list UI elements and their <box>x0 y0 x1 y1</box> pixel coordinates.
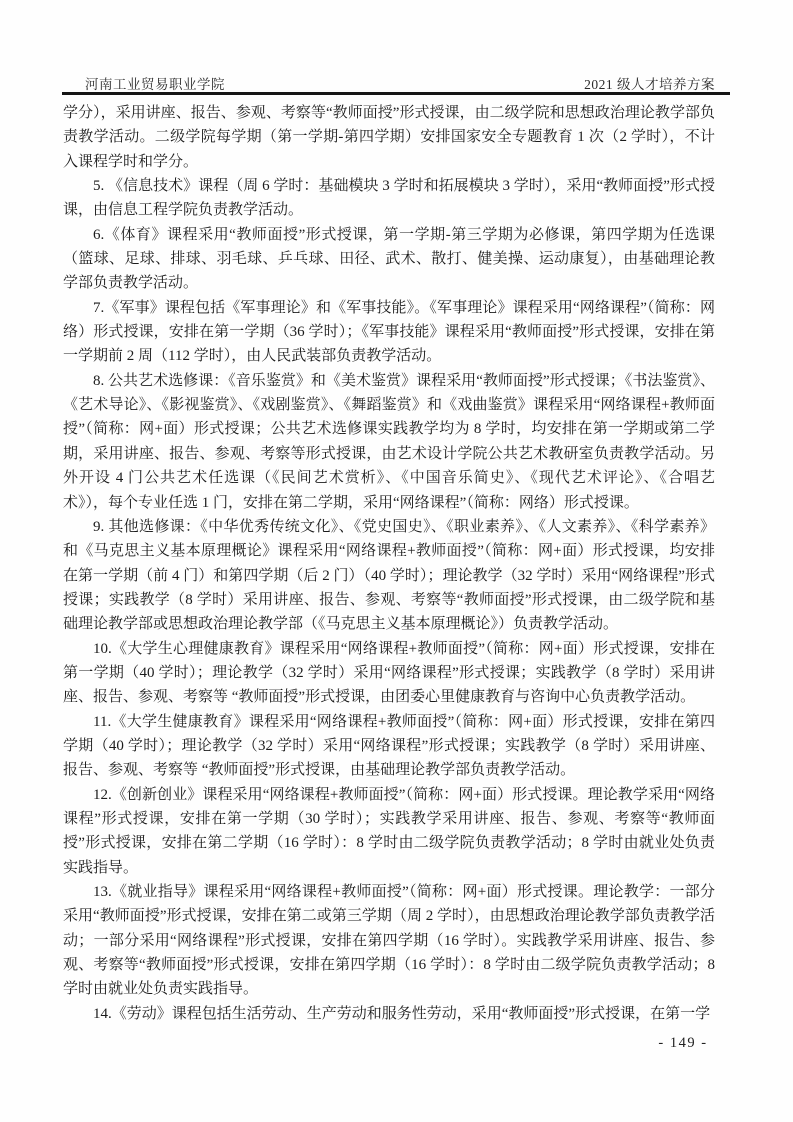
paragraph-item-8: 8. 公共艺术选修课：《音乐鉴赏》和《美术鉴赏》课程采用“教师面授”形式授课；《书法鉴赏》、《艺术导论》、《影视鉴赏》、《戏剧鉴赏》、《舞蹈鉴赏》和《戏曲鉴赏》课程采用“网络课程+教师面授”（简称：网+面）形式授课；公共艺术选修课实践教学均为 8 学时，均安排在第一学期或第二学期，采用讲座、报告、参观、考察等形式授课，由艺术设计学院公共艺术教研室负责教学活动。另外开设 4 门公共艺术任选课（《民间艺术赏析》、《中国音乐简史》、《现代艺术评论》、《合唱艺术》），每个专业任选 1 门，安排在第二学期，采用“网络课程”（简称：网络）形式授课。 <box>63 372 715 511</box>
header-school-name: 河南工业贸易职业学院 <box>85 77 225 92</box>
document-body <box>63 101 715 1026</box>
header-doc-title: 2021 级人才培养方案 <box>584 77 715 92</box>
page-number: - 149 - <box>658 1035 708 1051</box>
paragraph-item-5: 5. 《信息技术》课程（周 6 学时：基础模块 3 学时和拓展模块 3 学时），采用“教师面授”形式授课，由信息工程学院负责教学活动。 <box>63 178 715 219</box>
paragraph-item-7: 7.《军事》课程包括《军事理论》和《军事技能》。《军事理论》课程采用“网络课程”（简称：网络）形式授课，安排在第一学期（36 学时）；《军事技能》课程采用“教师面授”形式授课，安排在第一学期前 2 周（112 学时），由人民武装部负责教学活动。 <box>63 299 715 365</box>
paragraph-item-12: 12.《创新创业》课程采用“网络课程+教师面授”（简称：网+面）形式授课。理论教学采用“网络课程”形式授课，安排在第一学期（30 学时）；实践教学采用讲座、报告、参观、考察等“教师面授”形式授课，安排在第二学期（16 学时）：8 学时由二级学院负责教学活动；8 学时由就业处负责实践指导。 <box>63 786 715 876</box>
paragraph-continuation: 学分），采用讲座、报告、参观、考察等“教师面授”形式授课，由二级学院和思想政治理论教学部负责教学活动。二级学院每学期（第一学期-第四学期）安排国家安全专题教育 1 次（2 学时），不计入课程学时和学分。 <box>63 105 715 170</box>
paragraph-item-10: 10.《大学生心理健康教育》课程采用“网络课程+教师面授”（简称：网+面）形式授课，安排在第一学期（40 学时）；理论教学（32 学时）采用“网络课程”形式授课；实践教学（8 学时）采用讲座、报告、参观、考察等 “教师面授”形式授课，由团委心里健康教育与咨询中心负责教学活动。 <box>63 640 715 706</box>
paragraph-item-13: 13.《就业指导》课程采用“网络课程+教师面授”（简称：网+面）形式授课。理论教学：一部分采用“教师面授”形式授课，安排在第二或第三学期（周 2 学时），由思想政治理论教学部负责教学活动；一部分采用“网络课程”形式授课，安排在第四学期（16 学时）。实践教学采用讲座、报告、参观、考察等“教师面授”形式授课，安排在第四学期（16 学时）：8 学时由二级学院负责教学活动；8 学时由就业处负责实践指导。 <box>63 884 715 998</box>
page-footer <box>645 1035 721 1052</box>
paragraph-item-11: 11.《大学生健康教育》课程采用“网络课程+教师面授”（简称：网+面）形式授课，安排在第四学期（40 学时）；理论教学（32 学时）采用“网络课程”形式授课；实践教学（8 学时）采用讲座、报告、参观、考察等 “教师面授”形式授课，由基础理论教学部负责教学活动。 <box>63 713 715 779</box>
page-header <box>85 73 715 93</box>
header-rule <box>62 92 730 95</box>
paragraph-item-14: 14.《劳动》课程包括生活劳动、生产劳动和服务性劳动，采用“教师面授”形式授课，在第一学 <box>93 1005 711 1022</box>
paragraph-item-6: 6.《体育》课程采用“教师面授”形式授课，第一学期-第三学期为必修课，第四学期为任选课（篮球、足球、排球、羽毛球、乒乓球、田径、武术、散打、健美操、运动康复），由基础理论教学部负责教学活动。 <box>63 226 715 292</box>
paragraph-item-9: 9. 其他选修课：《中华优秀传统文化》、《党史国史》、《职业素养》、《人文素养》、《科学素养》和《马克思主义基本原理概论》课程采用“网络课程+教师面授”（简称：网+面）形式授课，均安排在第一学期（前 4 门）和第四学期（后 2 门）（40 学时）；理论教学（32 学时）采用“网络课程”形式授课；实践教学（8 学时）采用讲座、报告、参观、考察等“教师面授”形式授课，由二级学院和基础理论教学部或思想政治理论教学部（《马克思主义基本原理概论》）负责教学活动。 <box>63 518 715 633</box>
